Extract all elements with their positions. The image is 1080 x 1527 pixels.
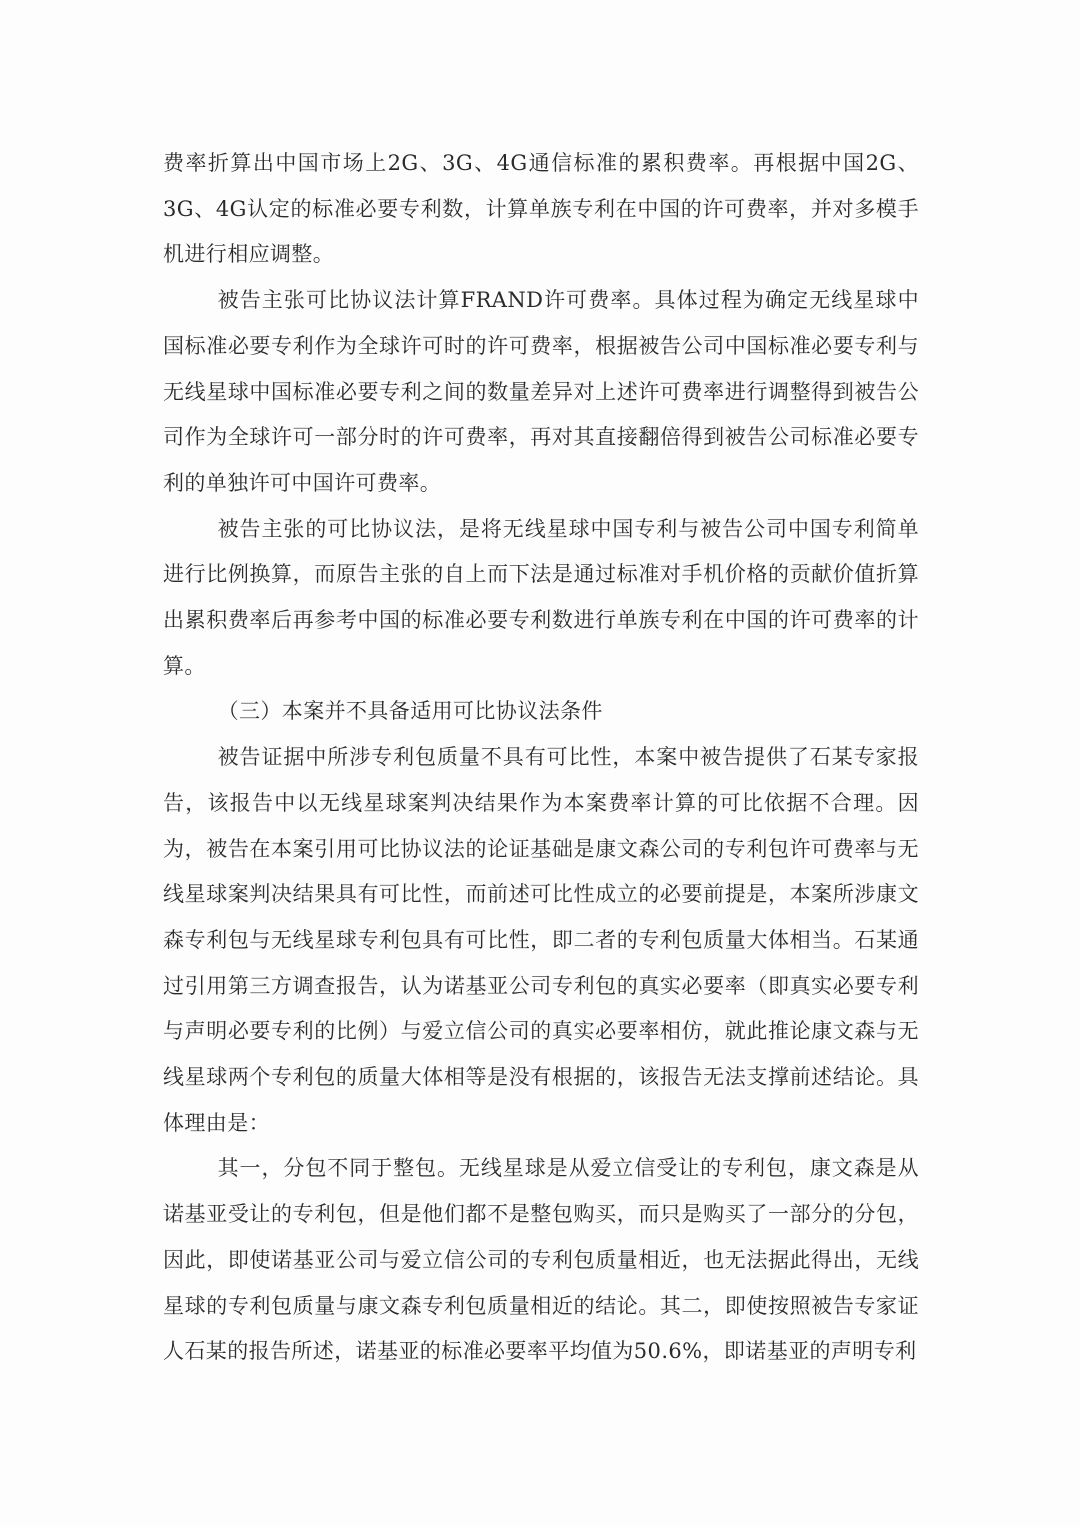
paragraph-2: 被告主张可比协议法计算FRAND许可费率。具体过程为确定无线星球中国标准必要专利作为全球许可时的许可费率，根据被告公司中国标准必要专利与无线星球中国标准必要专利之间的数量差异对上述许可费率进行调整得到被告公司作为全球许可一部分时的许可费率，再对其直接翻倍得到被告公司标准必要专利的单独许可中国许可费率。 [163,288,919,495]
section-heading: （三）本案并不具备适用可比协议法条件 [217,699,603,724]
body-text [163,141,919,1375]
paragraph-1: 费率折算出中国市场上2G、3G、4G通信标准的累积费率。再根据中国2G、3G、4G认定的标准必要专利数，计算单族专利在中国的许可费率，并对多模手机进行相应调整。 [163,151,919,267]
paragraph-5: 其一，分包不同于整包。无线星球是从爱立信受让的专利包，康文森是从诺基亚受让的专利包，但是他们都不是整包购买，而只是购买了一部分的分包，因此，即使诺基亚公司与爱立信公司的专利包质量相近，也无法据此得出，无线星球的专利包质量与康文森专利包质量相近的结论。其二，即使按照被告专家证人石某的报告所述，诺基亚的标准必要率平均值为50.6%，即诺基亚的声明专利 [163,1156,919,1364]
paragraph-3: 被告主张的可比协议法，是将无线星球中国专利与被告公司中国专利简单进行比例换算，而原告主张的自上而下法是通过标准对手机价格的贡献价值折算出累积费率后再参考中国的标准必要专利数进行单族专利在中国的许可费率的计算。 [163,516,919,678]
paragraph-4: 被告证据中所涉专利包质量不具有可比性，本案中被告提供了石某专家报告，该报告中以无线星球案判决结果作为本案费率计算的可比依据不合理。因为，被告在本案引用可比协议法的论证基础是康文森公司的专利包许可费率与无线星球案判决结果具有可比性，而前述可比性成立的必要前提是，本案所涉康文森专利包与无线星球专利包具有可比性，即二者的专利包质量大体相当。石某通过引用第三方调查报告，认为诺基亚公司专利包的真实必要率（即真实必要专利与声明必要专利的比例）与爱立信公司的真实必要率相仿，就此推论康文森与无线星球两个专利包的质量大体相等是没有根据的，该报告无法支撑前述结论。具体理由是： [163,745,919,1135]
